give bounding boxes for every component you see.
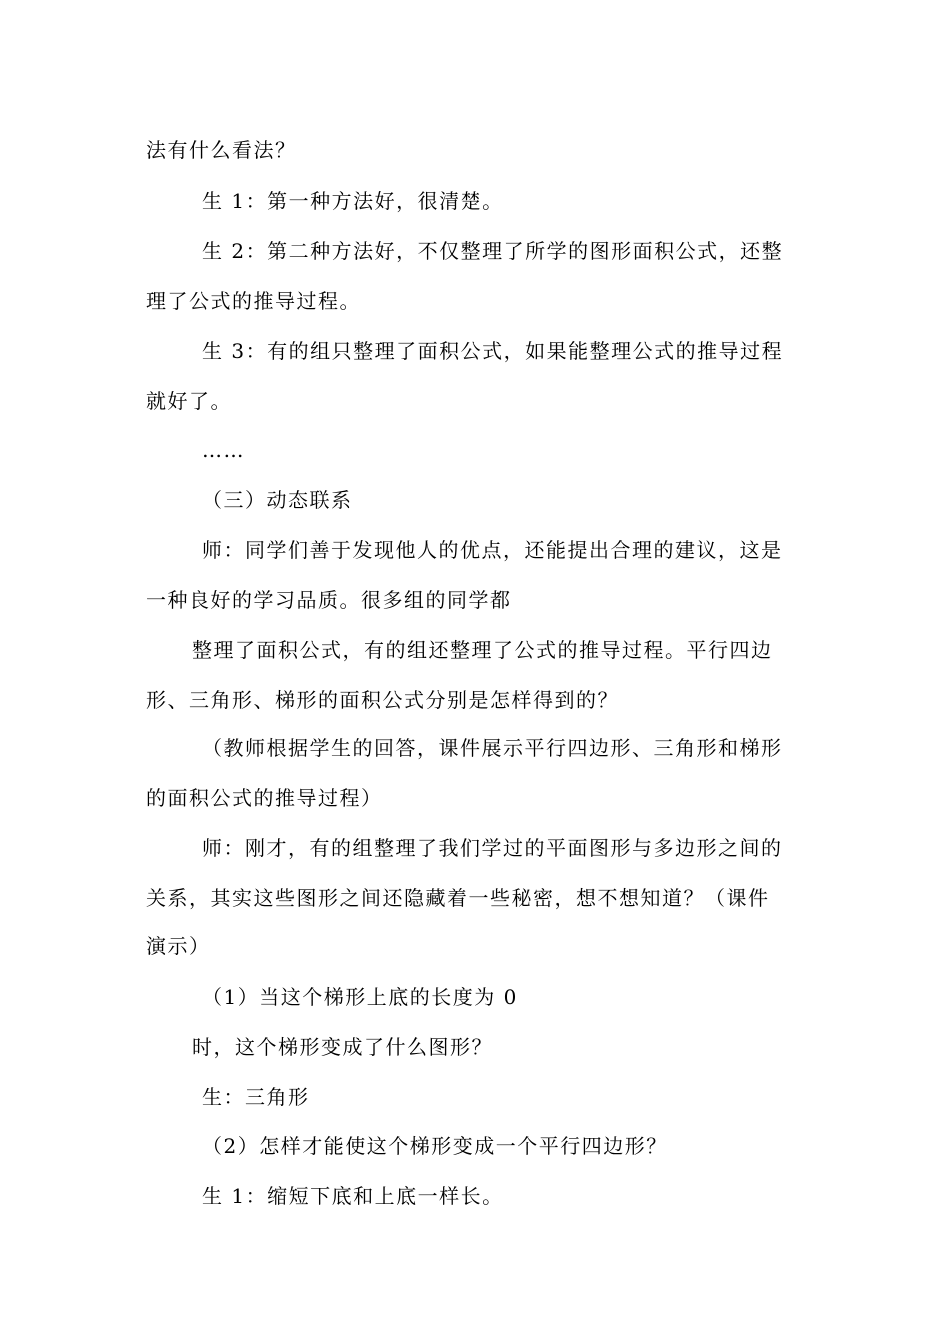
text-line-teacher-remark2-cont: 关系，其实这些图形之间还隐藏着一些秘密，想不想知道？（课件 bbox=[146, 886, 770, 910]
text-line-student2-answer: 生 2：第二种方法好，不仅整理了所学的图形面积公式，还整 bbox=[202, 239, 784, 263]
text-line-question-continued: 法有什么看法？ bbox=[146, 138, 297, 162]
section-heading: （三）动态联系 bbox=[202, 488, 353, 512]
text-line-stage-note: （教师根据学生的回答，课件展示平行四边形、三角形和梯形 bbox=[202, 736, 783, 760]
text-line-student1-answer: 生 1：第一种方法好，很清楚。 bbox=[202, 189, 504, 213]
text-line-teacher-remark-cont: 整理了面积公式，有的组还整理了公式的推导过程。平行四边 bbox=[192, 638, 773, 662]
text-line-teacher-remark2: 师：刚才，有的组整理了我们学过的平面图形与多边形之间的 bbox=[202, 836, 783, 860]
text-line-teacher-remark: 师：同学们善于发现他人的优点，还能提出合理的建议，这是 bbox=[202, 538, 783, 562]
text-line-teacher-remark2-cont: 演示） bbox=[146, 934, 211, 958]
text-line-teacher-remark-cont: 一种良好的学习品质。很多组的同学都 bbox=[146, 588, 512, 612]
text-line-stage-note-cont: 的面积公式的推导过程） bbox=[146, 786, 383, 810]
text-line-question2: （2）怎样才能使这个梯形变成一个平行四边形？ bbox=[202, 1134, 668, 1158]
text-line-student1-answer2: 生 1：缩短下底和上底一样长。 bbox=[202, 1184, 504, 1208]
text-line-question1: （1）当这个梯形上底的长度为 0 bbox=[202, 985, 518, 1009]
text-line-student3-answer: 生 3：有的组只整理了面积公式，如果能整理公式的推导过程 bbox=[202, 339, 784, 363]
text-line-student2-answer-cont: 理了公式的推导过程。 bbox=[146, 289, 361, 313]
text-line-ellipsis: …… bbox=[202, 438, 245, 462]
text-line-teacher-question: 形、三角形、梯形的面积公式分别是怎样得到的？ bbox=[146, 688, 619, 712]
text-line-question1-cont: 时，这个梯形变成了什么图形？ bbox=[192, 1035, 493, 1059]
text-line-student3-answer-cont: 就好了。 bbox=[146, 389, 232, 413]
text-line-student-answer: 生：三角形 bbox=[202, 1085, 310, 1109]
